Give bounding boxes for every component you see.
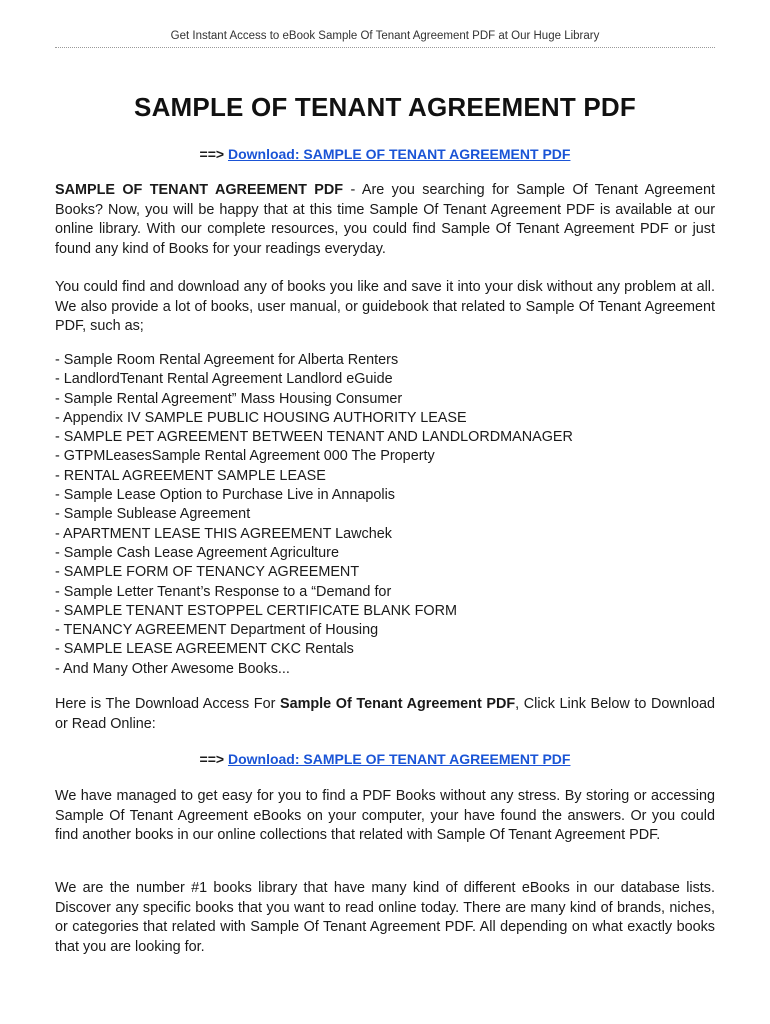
book-list-item: - Sample Letter Tenant’s Response to a “Demand for — [55, 583, 392, 600]
book-list-item: - Sample Lease Option to Purchase Live in Annapolis — [55, 487, 395, 504]
download-link-top[interactable]: Download: SAMPLE OF TENANT AGREEMENT PDF — [227, 146, 571, 162]
access-before: Here is The Download Access For — [55, 696, 280, 712]
intro-paragraph — [55, 181, 715, 259]
access-paragraph — [55, 695, 715, 734]
download-arrow: ==> — [199, 751, 225, 767]
book-list-item: - APARTMENT LEASE THIS AGREEMENT Lawchek — [55, 525, 392, 542]
book-list — [55, 351, 715, 679]
book-list-item: - Appendix IV SAMPLE PUBLIC HOUSING AUTHORITY LEASE — [55, 409, 467, 426]
book-list-item: - RENTAL AGREEMENT SAMPLE LEASE — [55, 467, 326, 484]
book-list-item: - TENANCY AGREEMENT Department of Housing — [55, 622, 379, 639]
book-list-item: - Sample Rental Agreement” Mass Housing Consumer — [55, 390, 403, 407]
download-arrow: ==> — [199, 146, 225, 162]
header-note: Get Instant Access to eBook Sample Of Tenant Agreement PDF at Our Huge Library — [170, 30, 600, 42]
book-list-item: - SAMPLE PET AGREEMENT BETWEEN TENANT AND LANDLORDMANAGER — [55, 429, 573, 446]
book-list-item: - Sample Room Rental Agreement for Alberta Renters — [55, 352, 399, 368]
header-divider — [55, 47, 715, 48]
library-paragraph: We are the number #1 books library that have many kind of different eBooks in our database lists. Discover any specific books that you want to read online today. There are many kind of brands, niches, or categories that related with Sample Of Tenant Agreement PDF. All depending on what exactly books that you are looking for. — [55, 880, 715, 955]
book-list-item: - SAMPLE FORM OF TENANCY AGREEMENT — [55, 564, 360, 581]
book-list-item: - LandlordTenant Rental Agreement Landlord eGuide — [55, 371, 393, 388]
access-after: , Click Link Below to Download or Read Online: — [55, 696, 715, 732]
download-line-top — [55, 146, 715, 162]
access-bold: Sample Of Tenant Agreement PDF — [279, 696, 516, 712]
book-list-item: - SAMPLE TENANT ESTOPPEL CERTIFICATE BLANK FORM — [55, 602, 457, 619]
page-title: SAMPLE OF TENANT AGREEMENT PDF — [134, 92, 636, 122]
find-paragraph: You could find and download any of books you like and save it into your disk without any problem at all. We also provide a lot of books, user manual, or guidebook that related to Sample Of Tenant Agreement PDF, such as; — [55, 279, 715, 334]
book-list-item: - Sample Cash Lease Agreement Agriculture — [55, 544, 339, 561]
book-list-item: - SAMPLE LEASE AGREEMENT CKC Rentals — [55, 641, 354, 658]
book-list-item: - Sample Sublease Agreement — [55, 506, 251, 523]
download-link-bottom[interactable]: Download: SAMPLE OF TENANT AGREEMENT PDF — [227, 751, 571, 767]
book-list-item: - And Many Other Awesome Books... — [55, 660, 290, 677]
book-list-item: - GTPMLeasesSample Rental Agreement 000 The Property — [55, 448, 435, 465]
intro-text: - Are you searching for Sample Of Tenant Agreement Books? Now, you will be happy that at this time Sample Of Tenant Agreement PDF is available at our online library. With our complete resources, you could find Sample Of Tenant Agreement PDF or just found any kind of Books for your readings everyday. — [55, 182, 715, 257]
intro-lead: SAMPLE OF TENANT AGREEMENT PDF — [55, 182, 344, 198]
download-line-bottom — [55, 751, 715, 767]
managed-paragraph: We have managed to get easy for you to find a PDF Books without any stress. By storing or accessing Sample Of Tenant Agreement eBooks on your computer, your have found the answers. Or you could find another books in our online collections that related with Sample Of Tenant Agreement PDF. — [55, 788, 715, 843]
